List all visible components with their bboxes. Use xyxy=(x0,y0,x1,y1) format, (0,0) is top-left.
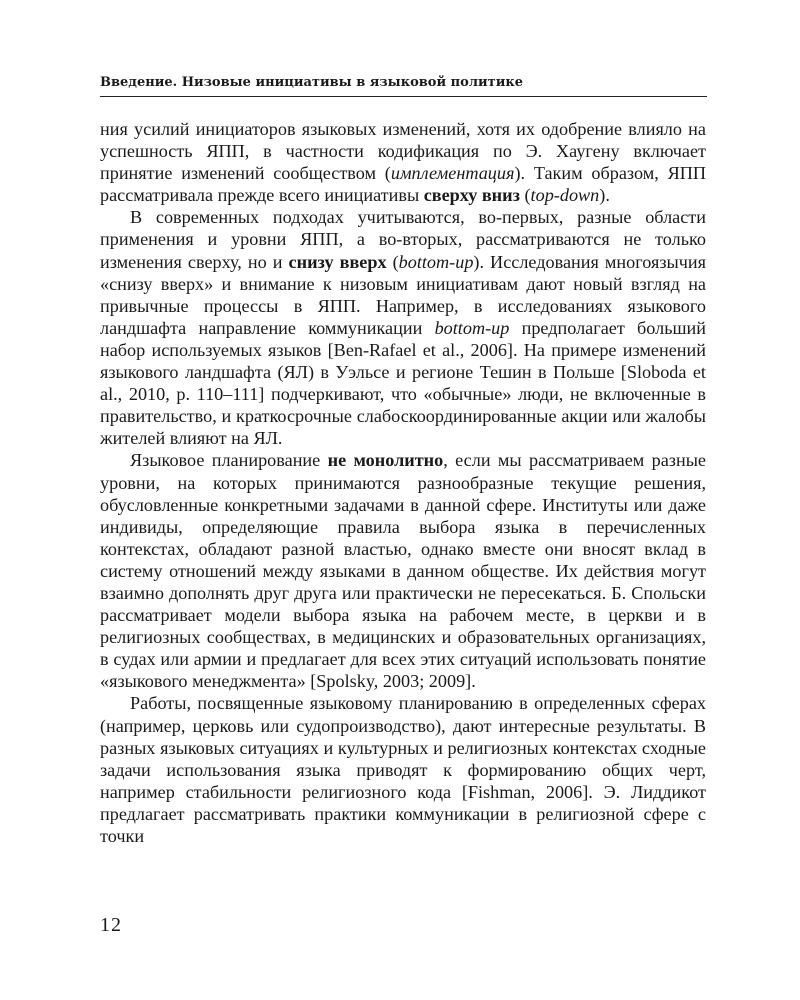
italic-term: имплементация xyxy=(390,163,515,184)
text-run: ( xyxy=(519,185,531,206)
text-run: Работы, посвященные языковому планированию в определенных сферах (например, церковь или судопроизводство), дают интересные результаты. В разных языковых ситуациях и культурных и религиозных контекстах сходные задачи использования языка приводят к формированию общих черт, например стабильности религиозного кода [Fishman, 2006]. Э. Лиддикот предлагает рассматривать практики коммуникации в религиозной сфере с точки xyxy=(100,693,706,846)
paragraph xyxy=(100,449,706,692)
text-run: ). Таким образом, ЯПП рассматривала прежде всего инициативы xyxy=(100,163,706,206)
paragraph xyxy=(100,206,706,449)
italic-term: top-down xyxy=(530,185,600,206)
text-run: ). Исследования многоязычия «снизу вверх» и внимание к низовым инициативам дают новый взгляд на привычные процессы в ЯПП. Например, в исследованиях языкового ландшафта направление коммуникации xyxy=(100,251,706,338)
running-title: Введение. Низовые инициативы в языковой политике xyxy=(100,75,523,90)
paragraph xyxy=(100,118,706,206)
bold-term: сверху вниз xyxy=(423,185,520,206)
text-run: ния усилий инициаторов языковых изменений, хотя их одобрение влияло на успешность ЯПП, в частности кодификация по Э. Хаугену включает принятие изменений сообществом ( xyxy=(100,119,706,184)
text-run: , если мы рассматриваем разные уровни, на которых принимаются разнообразные текущие решения, обусловленные конкретными задачами в данной сфере. Институты или даже индивиды, определяющие правила выбора языка в перечисленных контекстах, обладают разной властью, однако вместе они вносят вклад в систему отношений между языками в данном обществе. Их действия могут взаимно дополнять друг друга или практически не пересекаться. Б. Спольски рассматривает модели выбора языка на рабочем месте, в церкви и в религиозных сообществах, в медицинских и образовательных организациях, в судах или армии и предлагает для всех этих ситуаций использовать понятие «языкового менеджмента» [Spolsky, 2003; 2009]. xyxy=(100,450,707,692)
text-run: Языковое планирование xyxy=(130,450,328,471)
italic-term: bottom-up xyxy=(434,317,510,338)
text-run: ( xyxy=(386,251,399,272)
bold-term: не монолитно xyxy=(327,450,444,471)
italic-term: bottom-up xyxy=(398,251,474,272)
page-number: 12 xyxy=(100,914,122,936)
bold-term: снизу вверх xyxy=(288,251,387,272)
paragraph xyxy=(100,692,706,847)
header-rule xyxy=(100,96,707,97)
body-text xyxy=(100,118,706,847)
text-run: предполагает больший набор используемых языков [Ben-Rafael et al., 2006]. На примере изменений языкового ландшафта (ЯЛ) в Уэльсе и регионе Тешин в Польше [Sloboda et al., 2010, p. 110–111] подчеркивают, что «обычные» люди, не включенные в правительство, и краткосрочные слабоскоординированные акции или жалобы жителей влияют на ЯЛ. xyxy=(100,317,706,449)
text-run: ). xyxy=(599,185,610,206)
text-run: В современных подходах учитываются, во-первых, разные области применения и уровни ЯПП, а во-вторых, рассматриваются не только изменения сверху, но и xyxy=(100,207,706,272)
